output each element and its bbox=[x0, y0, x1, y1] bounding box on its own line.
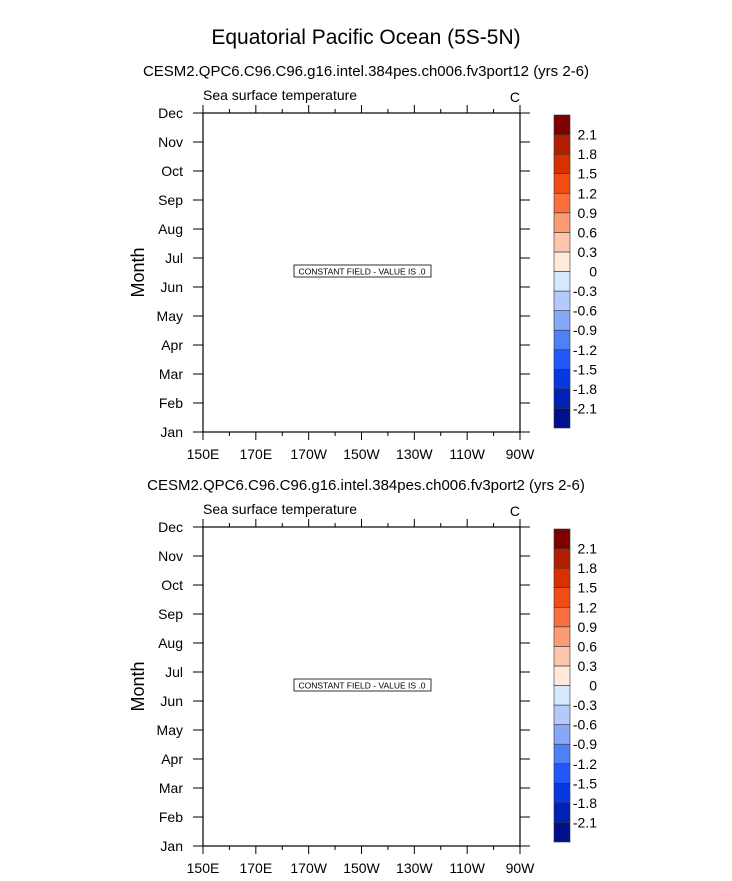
colorbar-label: -1.2 bbox=[572, 341, 597, 358]
colorbar-bin bbox=[554, 646, 570, 666]
colorbar-bin bbox=[554, 607, 570, 627]
y-tick-label: Dec bbox=[158, 105, 183, 121]
colorbar-bin bbox=[554, 783, 570, 803]
y-axis-label: Month bbox=[128, 661, 148, 712]
colorbar-bin bbox=[554, 549, 570, 569]
colorbar-label: -0.6 bbox=[572, 716, 597, 733]
y-tick-label: Jun bbox=[160, 693, 183, 709]
colorbar-bin bbox=[554, 115, 570, 135]
x-tick-label: 110W bbox=[449, 446, 485, 462]
colorbar-bin bbox=[554, 725, 570, 745]
colorbar-bin bbox=[554, 803, 570, 823]
chart-title: Equatorial Pacific Ocean (5S-5N) bbox=[211, 26, 521, 49]
panel-2 bbox=[128, 477, 597, 876]
panel-subtitle: CESM2.QPC6.C96.C96.g16.intel.384pes.ch006.fv3port12 (yrs 2-6) bbox=[142, 63, 590, 80]
y-tick-label: May bbox=[156, 722, 183, 738]
x-tick-label: 150W bbox=[343, 446, 380, 462]
colorbar-bin bbox=[554, 213, 570, 233]
colorbar-bin bbox=[554, 350, 570, 370]
colorbar-label: 1.5 bbox=[577, 579, 597, 596]
y-tick-label: Oct bbox=[161, 163, 183, 179]
colorbar-label: 0 bbox=[589, 263, 597, 280]
colorbar-bin bbox=[554, 568, 570, 588]
colorbar-bin bbox=[554, 764, 570, 784]
x-tick-label: 170W bbox=[290, 860, 327, 876]
y-tick-label: Apr bbox=[161, 751, 183, 767]
colorbar-label: 0.6 bbox=[577, 224, 597, 241]
colorbar-bin bbox=[554, 666, 570, 686]
y-tick-label: Jan bbox=[160, 424, 183, 440]
colorbar-label: 0.3 bbox=[577, 243, 597, 260]
y-tick-label: Mar bbox=[158, 366, 183, 382]
y-tick-label: Jun bbox=[160, 279, 183, 295]
colorbar-bin bbox=[554, 232, 570, 252]
colorbar-label: 2.1 bbox=[577, 540, 597, 557]
colorbar-label: 1.8 bbox=[577, 560, 597, 577]
y-tick-label: Dec bbox=[158, 519, 183, 535]
colorbar-label: 1.2 bbox=[577, 599, 597, 616]
colorbar-bin bbox=[554, 529, 570, 549]
x-tick-label: 110W bbox=[449, 860, 485, 876]
colorbar-label: 1.8 bbox=[577, 146, 597, 163]
y-axis-label: Month bbox=[128, 247, 148, 298]
panel-subtitle: CESM2.QPC6.C96.C96.g16.intel.384pes.ch006.fv3port2 (yrs 2-6) bbox=[147, 477, 585, 494]
y-tick-label: Feb bbox=[158, 809, 183, 825]
colorbar-label: -2.1 bbox=[572, 400, 597, 417]
colorbar-bin bbox=[554, 135, 570, 155]
y-tick-label: May bbox=[156, 308, 183, 324]
y-tick-label: Nov bbox=[158, 548, 183, 564]
colorbar-label: -1.8 bbox=[572, 794, 597, 811]
colorbar-label: -1.5 bbox=[572, 361, 597, 378]
colorbar-bin bbox=[554, 174, 570, 194]
colorbar-label: -1.8 bbox=[572, 380, 597, 397]
y-tick-label: Jul bbox=[165, 250, 183, 266]
colorbar-label: -0.3 bbox=[572, 283, 597, 300]
colorbar-label: -0.3 bbox=[572, 697, 597, 714]
x-tick-label: 90W bbox=[505, 446, 535, 462]
colorbar-bin bbox=[554, 822, 570, 842]
colorbar-label: 0.6 bbox=[577, 638, 597, 655]
y-tick-label: Feb bbox=[158, 395, 183, 411]
y-tick-label: Aug bbox=[158, 635, 183, 651]
colorbar-bin bbox=[554, 686, 570, 706]
x-tick-label: 170E bbox=[239, 446, 273, 462]
left-label: Sea surface temperature bbox=[203, 87, 358, 103]
colorbar-label: 0.3 bbox=[577, 657, 597, 674]
constant-field-message: CONSTANT FIELD - VALUE IS .0 bbox=[298, 680, 426, 691]
colorbar-bin bbox=[554, 252, 570, 272]
y-tick-label: Oct bbox=[161, 577, 183, 593]
y-tick-label: Sep bbox=[158, 606, 183, 622]
colorbar-label: -0.9 bbox=[572, 736, 597, 753]
x-tick-label: 150W bbox=[343, 860, 380, 876]
colorbar-bin bbox=[554, 627, 570, 647]
y-tick-label: Jan bbox=[160, 838, 183, 854]
colorbar bbox=[554, 529, 597, 842]
panel-1 bbox=[128, 63, 597, 462]
x-tick-label: 170E bbox=[239, 860, 273, 876]
colorbar-label: -0.9 bbox=[572, 322, 597, 339]
units-label: C bbox=[509, 89, 520, 105]
constant-field-message: CONSTANT FIELD - VALUE IS .0 bbox=[298, 266, 426, 277]
colorbar-bin bbox=[554, 408, 570, 428]
colorbar-bin bbox=[554, 389, 570, 409]
colorbar-bin bbox=[554, 705, 570, 725]
y-tick-label: Mar bbox=[158, 780, 183, 796]
y-tick-label: Jul bbox=[165, 664, 183, 680]
colorbar-bin bbox=[554, 193, 570, 213]
colorbar-label: -0.6 bbox=[572, 302, 597, 319]
x-tick-label: 130W bbox=[396, 446, 433, 462]
colorbar-label: -2.1 bbox=[572, 814, 597, 831]
x-tick-label: 150E bbox=[186, 860, 220, 876]
x-tick-label: 130W bbox=[396, 860, 433, 876]
colorbar-label: 0 bbox=[589, 677, 597, 694]
x-tick-label: 90W bbox=[505, 860, 535, 876]
colorbar-bin bbox=[554, 369, 570, 389]
left-label: Sea surface temperature bbox=[203, 501, 358, 517]
colorbar-bin bbox=[554, 272, 570, 292]
colorbar bbox=[554, 115, 597, 428]
colorbar-bin bbox=[554, 588, 570, 608]
colorbar-label: 1.5 bbox=[577, 165, 597, 182]
colorbar-bin bbox=[554, 744, 570, 764]
colorbar-label: 0.9 bbox=[577, 204, 597, 221]
x-tick-label: 150E bbox=[186, 446, 220, 462]
colorbar-label: -1.5 bbox=[572, 775, 597, 792]
x-tick-label: 170W bbox=[290, 446, 327, 462]
y-tick-label: Nov bbox=[158, 134, 183, 150]
y-tick-label: Aug bbox=[158, 221, 183, 237]
colorbar-label: -1.2 bbox=[572, 755, 597, 772]
y-tick-label: Sep bbox=[158, 192, 183, 208]
colorbar-bin bbox=[554, 330, 570, 350]
colorbar-label: 1.2 bbox=[577, 185, 597, 202]
colorbar-label: 0.9 bbox=[577, 618, 597, 635]
colorbar-label: 2.1 bbox=[577, 126, 597, 143]
colorbar-bin bbox=[554, 311, 570, 331]
units-label: C bbox=[509, 503, 520, 519]
colorbar-bin bbox=[554, 154, 570, 174]
colorbar-bin bbox=[554, 291, 570, 311]
y-tick-label: Apr bbox=[161, 337, 183, 353]
